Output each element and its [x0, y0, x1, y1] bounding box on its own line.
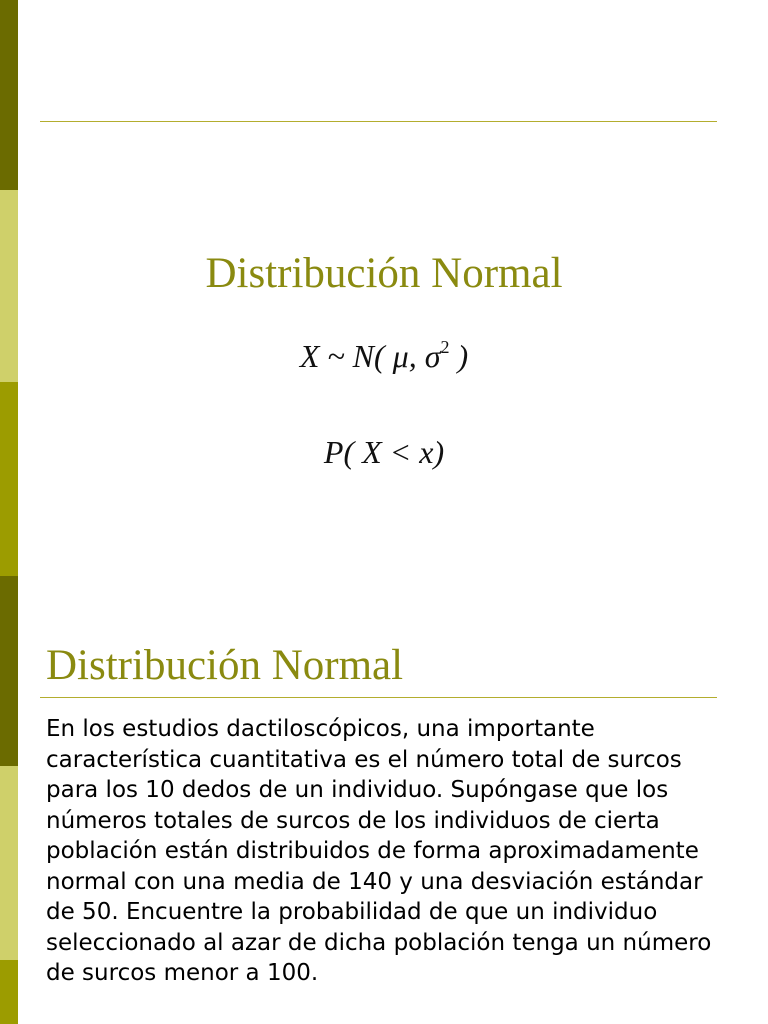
- stripe-segment: [0, 960, 18, 1024]
- formula-exponent: 2: [440, 337, 450, 357]
- top-divider: [40, 121, 717, 122]
- normal-distribution-formula: [0, 338, 768, 372]
- stripe-segment: [0, 766, 18, 960]
- title-divider: [40, 697, 717, 698]
- slide1-title: Distribución Normal: [205, 250, 563, 297]
- stripe-segment: [0, 576, 18, 766]
- problem-statement: En los estudios dactiloscópicos, una importante característica cuantitativa es el número total de surcos para los 10 dedos de un individuo. Supóngase que los números totales de surcos de los individuos de cierta población están distribuidos de forma aproximadamente normal con una media de 140 y una desviación estándar de 50. Encuentre la probabilidad de que un individuo seleccionado al azar de dicha población tenga un número de surcos menor a 100.: [46, 716, 712, 986]
- slide2-title: Distribución Normal: [46, 642, 404, 689]
- stripe-segment: [0, 0, 18, 190]
- probability-formula-text: P( X < x): [323, 434, 445, 470]
- formula-end: ): [449, 338, 469, 374]
- stripe-segment: [0, 382, 18, 576]
- probability-formula: [0, 436, 768, 468]
- formula-main: X ~ N( μ, σ: [299, 338, 441, 374]
